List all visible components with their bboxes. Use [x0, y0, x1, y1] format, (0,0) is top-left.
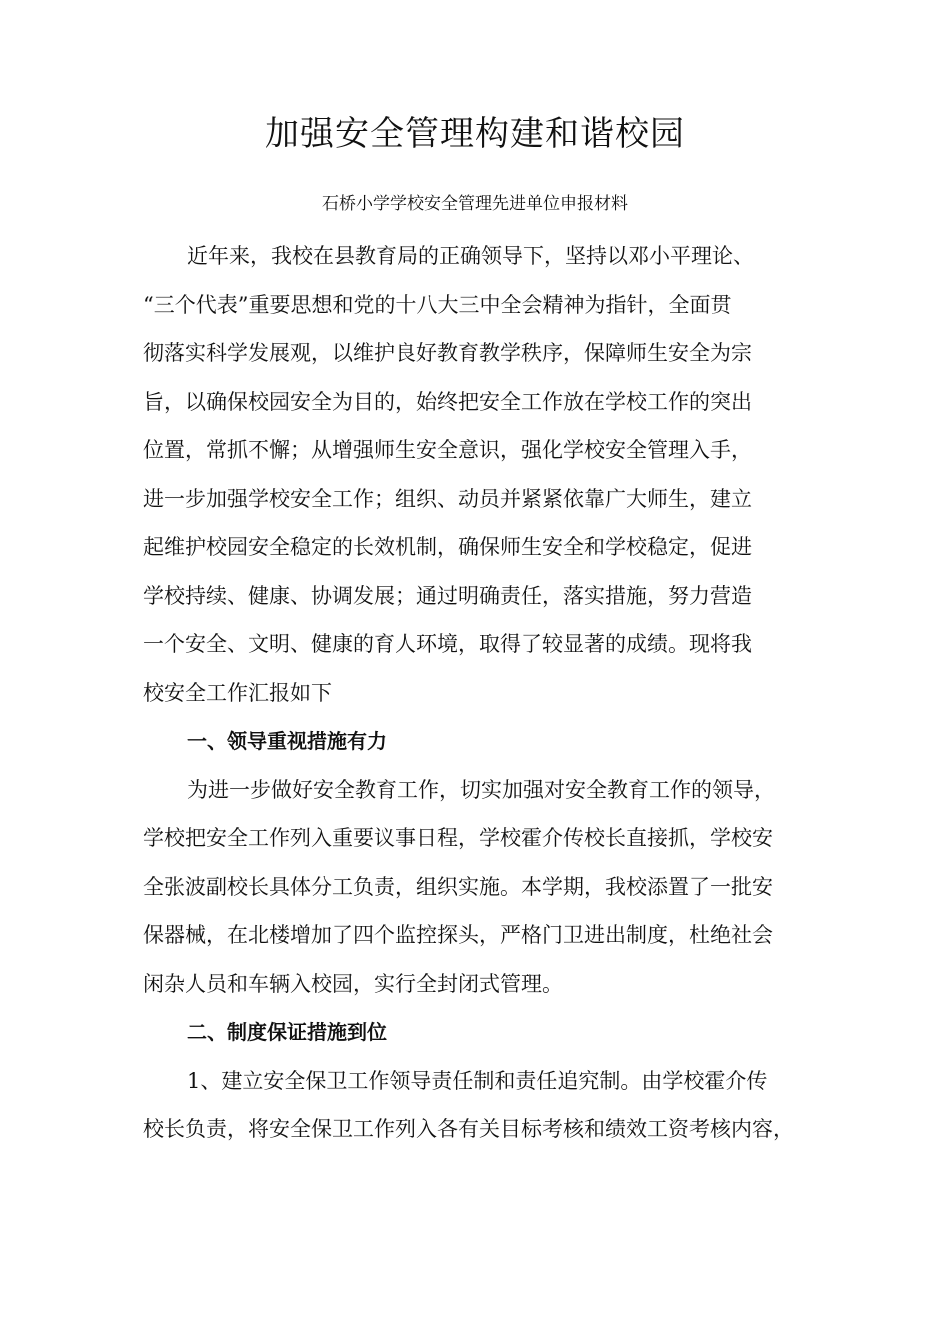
paragraph-line: 1、建立安全保卫工作领导责任制和责任追究制。由学校霍介传: [187, 1068, 768, 1093]
paragraph-line: 为进一步做好安全教育工作，切实加强对安全教育工作的领导，: [187, 777, 775, 802]
paragraph-line: 校安全工作汇报如下: [143, 680, 332, 705]
paragraph-line: 近年来，我校在县教育局的正确领导下，坚持以邓小平理论、: [187, 244, 754, 268]
paragraph-line: 保器械，在北楼增加了四个监控探头，严格门卫进出制度，杜绝社会: [143, 923, 773, 947]
document-subtitle: 石桥小学学校安全管理先进单位申报材料: [322, 194, 628, 214]
paragraph-line: 彻落实科学发展观，以维护良好教育教学秩序，保障师生安全为宗: [143, 341, 752, 365]
paragraph-line: 闲杂人员和车辆入校园，实行全封闭式管理。: [143, 971, 563, 996]
paragraph-line: 旨，以确保校园安全为目的，始终把安全工作放在学校工作的突出: [143, 389, 752, 414]
paragraph-line: 一个安全、文明、健康的育人环境，取得了较显著的成绩。现将我: [143, 632, 752, 656]
document-body: [143, 232, 811, 1154]
paragraph-line: 位置，常抓不懈；从增强师生安全意识，强化学校安全管理入手，: [143, 438, 752, 462]
paragraph-line: 学校持续、健康、协调发展；通过明确责任，落实措施，努力营造: [143, 583, 752, 608]
section-heading-2: 二、制度保证措施到位: [187, 1020, 387, 1044]
paragraph-line: 校长负责，将安全保卫工作列入各有关目标考核和绩效工资考核内容，: [143, 1117, 794, 1141]
paragraph-line: 全张波副校长具体分工负责，组织实施。本学期，我校添置了一批安: [143, 874, 773, 899]
paragraph-line: 学校把安全工作列入重要议事日程，学校霍介传校长直接抓，学校安: [143, 826, 773, 850]
paragraph-line: “三个代表”重要思想和党的十八大三中全会精神为指针，全面贯: [143, 292, 732, 317]
paragraph-line: 进一步加强学校安全工作；组织、动员并紧紧依靠广大师生，建立: [143, 486, 752, 511]
document-title: 加强安全管理构建和谐校园: [265, 114, 685, 154]
paragraph-line: 起维护校园安全稳定的长效机制，确保师生安全和学校稳定，促进: [143, 535, 752, 559]
section-heading-1: 一、领导重视措施有力: [187, 729, 387, 753]
